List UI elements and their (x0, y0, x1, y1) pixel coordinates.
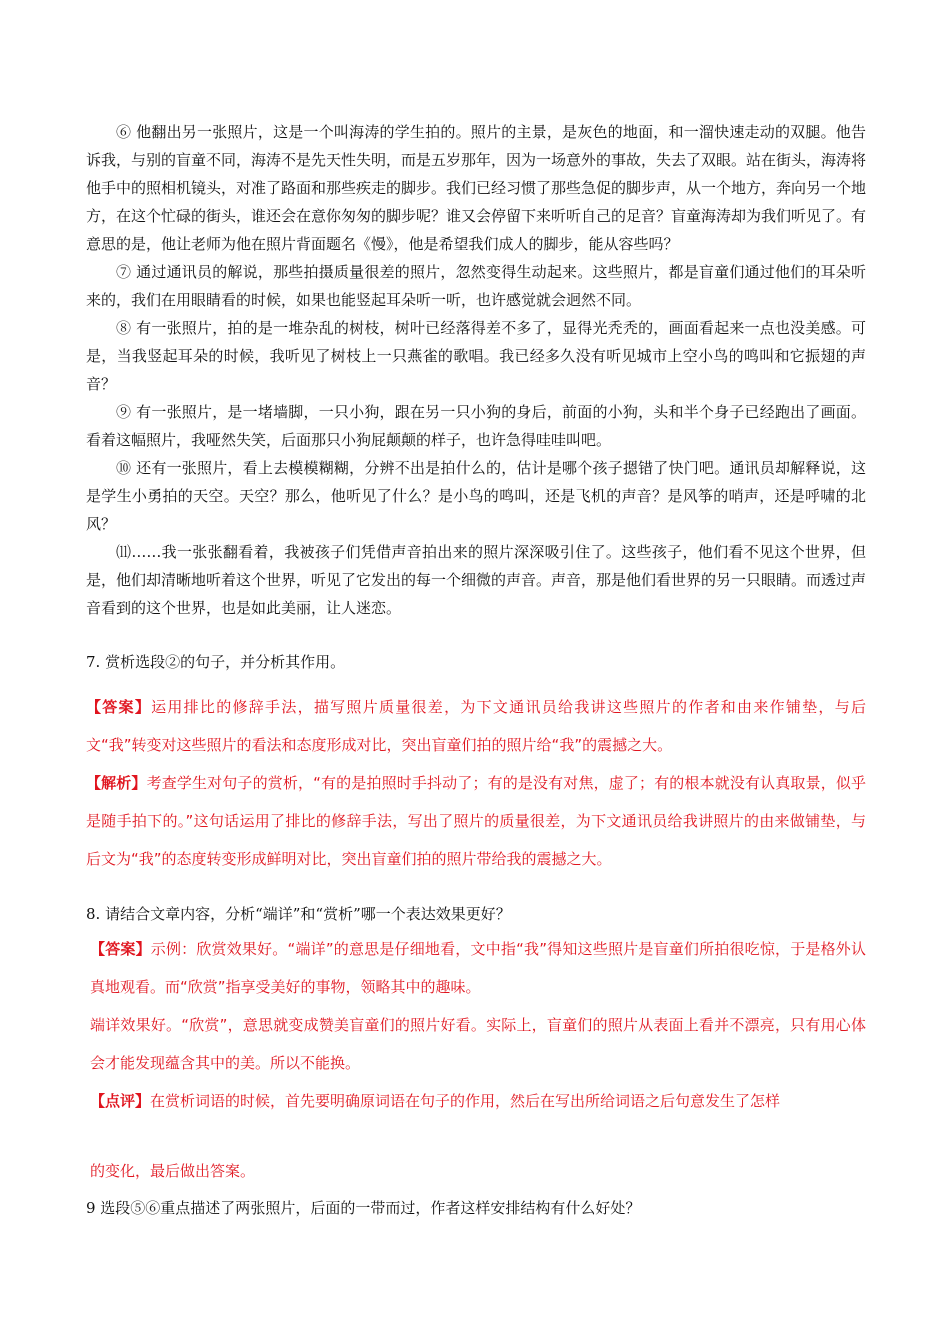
answer-text: 运用排比的修辞手法，描写照片质量很差，为下文通讯员给我讲这些照片的作者和由来作铺垫，与后文“我”转变对这些照片的看法和态度形成对比，突出盲童们拍的照片给“我”的震撼之大。 (86, 698, 866, 754)
question-8-comment (86, 1082, 866, 1120)
analysis-tag: 【解析】 (86, 774, 147, 792)
comment-tag: 【点评】 (90, 1092, 151, 1110)
answer-tag: 【答案】 (86, 698, 152, 716)
passage-paragraph-8: ⑧ 有一张照片，拍的是一堆杂乱的树枝，树叶已经落得差不多了，显得光秃秃的，画面看起来一点也没美感。可是，当我竖起耳朵的时候，我听见了树枝上一只燕雀的歌唱。我已经多久没有听见城市上空小鸟的鸣叫和它振翅的声音？ (86, 319, 866, 393)
question-8-answer (86, 930, 866, 1006)
passage-paragraph-6: ⑥ 他翻出另一张照片，这是一个叫海涛的学生拍的。照片的主景，是灰色的地面，和一溜快速走动的双腿。他告诉我，与别的盲童不同，海涛不是先天性失明，而是五岁那年，因为一场意外的事故，失去了双眼。站在街头，海涛将他手中的照相机镜头，对准了路面和那些疾走的脚步。我们已经习惯了那些急促的脚步声，从一个地方，奔向另一个地方，在这个忙碌的街头，谁还会在意你匆匆的脚步呢？谁又会停留下来听听自己的足音？盲童海涛却为我们听见了。有意思的是，他让老师为他在照片背面题名《慢》，他是希望我们成人的脚步，能从容些吗？ (86, 123, 867, 253)
passage-paragraph-9: ⑨ 有一张照片，是一堵墙脚，一只小狗，跟在另一只小狗的身后，前面的小狗，头和半个身子已经跑出了画面。看着这幅照片，我哑然失笑，后面那只小狗屁颠颠的样子，也许急得哇哇叫吧。 (86, 403, 866, 449)
question-8-comment-tail-block (86, 1152, 866, 1190)
analysis-text: 考查学生对句子的赏析，“有的是拍照时手抖动了；有的是没有对焦，虚了；有的根本就没有认真取景，似乎是随手拍下的。”这句话运用了排比的修辞手法，写出了照片的质量很差，为下文通讯员给我讲照片的由来做铺垫，与后文为“我”的态度转变形成鲜明对比，突出盲童们拍的照片带给我的震撼之大。 (86, 774, 866, 868)
question-9-text: 9 选段⑤⑥重点描述了两张照片，后面的一带而过，作者这样安排结构有什么好处？ (86, 1199, 641, 1217)
question-8-answer-block (86, 930, 866, 1120)
passage-paragraph-7: ⑦ 通过通讯员的解说，那些拍摄质量很差的照片，忽然变得生动起来。这些照片，都是盲童们通过他们的耳朵听来的，我们在用眼睛看的时候，如果也能竖起耳朵听一听，也许感觉就会迥然不同。 (86, 263, 866, 309)
question-9 (86, 1194, 866, 1222)
answer-tag: 【答案】 (90, 940, 151, 958)
question-8-comment-tail: 的变化，最后做出答案。 (90, 1162, 256, 1180)
question-8-answer-2: 端详效果好。“欣赏”，意思就变成赞美盲童们的照片好看。实际上，盲童们的照片从表面上看并不漂亮，只有用心体会才能发现蕴含其中的美。所以不能换。 (90, 1016, 866, 1072)
question-8 (86, 900, 866, 928)
question-7 (86, 648, 866, 676)
comment-text: 在赏析词语的时候，首先要明确原词语在句子的作用，然后在写出所给词语之后句意发生了怎样 (150, 1092, 781, 1110)
question-7-text: 7. 赏析选段②的句子，并分析其作用。 (86, 653, 346, 671)
passage (86, 118, 866, 622)
question-7-answer-block (86, 688, 866, 878)
question-7-answer (86, 688, 866, 764)
passage-paragraph-10: ⑩ 还有一张照片，看上去模模糊糊，分辨不出是拍什么的，估计是哪个孩子摁错了快门吧。通讯员却解释说，这是学生小勇拍的天空。天空？那么，他听见了什么？是小鸟的鸣叫，还是飞机的声音？是风筝的哨声，还是呼啸的北风？ (86, 459, 866, 533)
question-8-text: 8. 请结合文章内容，分析“端详”和“赏析”哪一个表达效果更好？ (86, 905, 511, 923)
question-7-analysis (86, 764, 866, 878)
answer-text-1: 示例：欣赏效果好。“端详”的意思是仔细地看，文中指“我”得知这些照片是盲童们所拍很吃惊，于是格外认真地观看。而“欣赏”指享受美好的事物，领略其中的趣味。 (90, 940, 866, 996)
passage-paragraph-11: ⑾……我一张张翻看着，我被孩子们凭借声音拍出来的照片深深吸引住了。这些孩子，他们看不见这个世界，但是，他们却清晰地听着这个世界，听见了它发出的每一个细微的声音。声音，那是他们看世界的另一只眼睛。而透过声音看到的这个世界，也是如此美丽，让人迷恋。 (86, 543, 867, 617)
